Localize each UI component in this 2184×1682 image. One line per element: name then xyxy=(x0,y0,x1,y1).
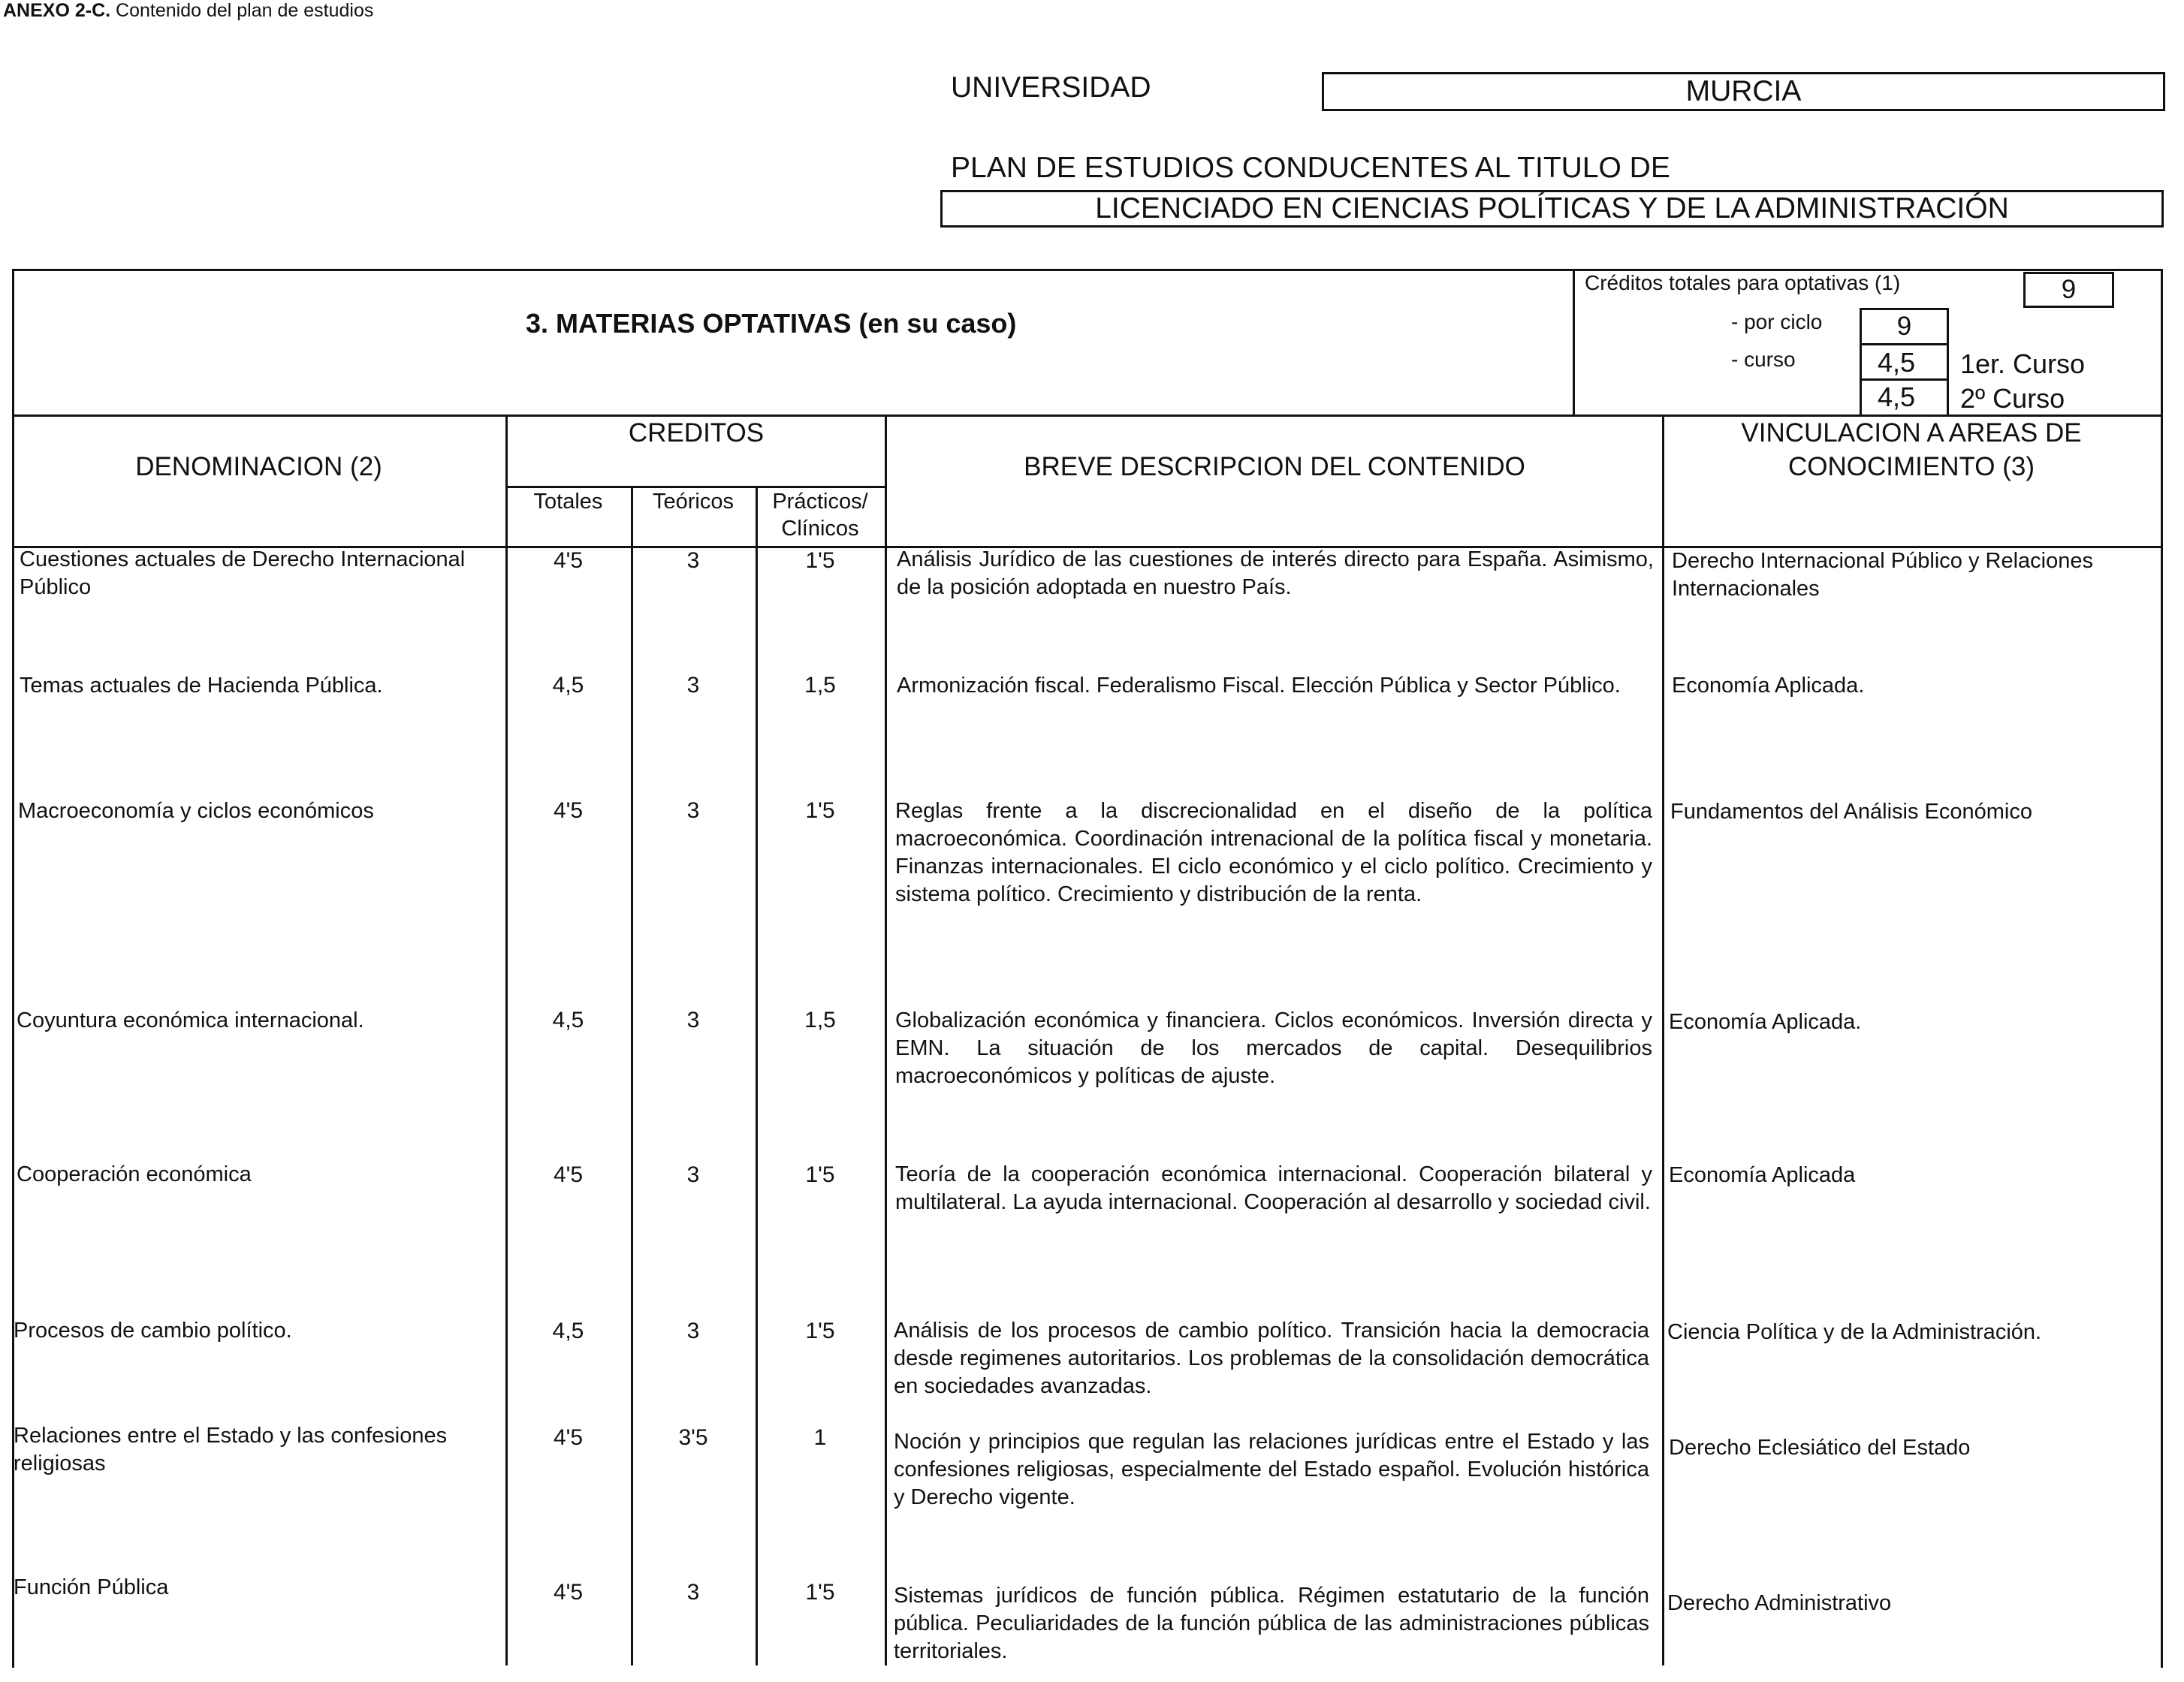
description: Análisis de los procesos de cambio político. Transición hacia la democracia desde regimenes autoritarios. Los problemas de la consolidación democrática en sociedades avanzadas. xyxy=(894,1319,1649,1398)
description: Sistemas jurídicos de función pública. Régimen estatutario de la función pública. Peculiaridades de la función pública de las administraciones públicas territoriales. xyxy=(894,1584,1649,1663)
header-teoricos: Teóricos xyxy=(653,490,734,514)
credits-practicos: 1 xyxy=(813,1425,827,1450)
knowledge-area: Fundamentos del Análisis Económico xyxy=(1670,800,2032,824)
header-practicos-2: Clínicos xyxy=(781,517,859,541)
credits-teoricos: 3 xyxy=(686,1008,700,1032)
annex-prefix: ANEXO 2-C. xyxy=(3,0,111,21)
header-denominacion: DENOMINACION (2) xyxy=(135,452,382,481)
description: Teoría de la cooperación económica internacional. Cooperación bilateral y multilateral. La ayuda internacional. Cooperación al desarrollo y sociedad civil. xyxy=(895,1162,1652,1214)
credits-totales: 4,5 xyxy=(552,1008,584,1032)
subject-name: Relaciones entre el Estado y las confesiones religiosas xyxy=(14,1424,448,1476)
header-vinculacion-2: CONOCIMIENTO (3) xyxy=(1788,452,2035,481)
credits-teoricos: 3 xyxy=(686,548,700,573)
degree-title: LICENCIADO EN CIENCIAS POLÍTICAS Y DE LA ADMINISTRACIÓN xyxy=(940,190,2164,228)
header-totales: Totales xyxy=(533,490,603,514)
credits-practicos: 1,5 xyxy=(804,673,836,698)
credits-totales: 4,5 xyxy=(552,1319,584,1343)
annex-heading xyxy=(3,0,373,22)
credits-total-value: 9 xyxy=(2023,272,2114,308)
subject-name: Coyuntura económica internacional. xyxy=(17,1008,364,1032)
subject-name: Cuestiones actuales de Derecho Internacional Público xyxy=(20,547,466,599)
credits-total-label: Créditos totales para optativas (1) xyxy=(1585,271,1901,294)
course-1-label: 1er. Curso xyxy=(1960,348,2086,379)
course-1-value: 4,5 xyxy=(1878,347,1916,378)
course-2-value: 4,5 xyxy=(1878,381,1916,412)
header-practicos-1: Prácticos/ xyxy=(772,490,868,514)
credits-totales: 4,5 xyxy=(552,673,584,698)
description: Reglas frente a la discrecionalidad en el diseño de la política macroeconómica. Coordinación intrenacional de la política fiscal y monetaria. Finanzas internacionales. El ciclo económico y el ciclo político. Crecimiento y sistema político. Crecimiento y distribución de la renta. xyxy=(895,799,1652,906)
col-divider-totales xyxy=(631,486,633,1665)
university-label: UNIVERSIDAD xyxy=(951,71,1151,104)
knowledge-area: Economía Aplicada. xyxy=(1669,1010,1862,1034)
credits-teoricos: 3 xyxy=(686,673,700,698)
col-divider-teoricos xyxy=(756,486,758,1665)
subject-name: Función Pública xyxy=(14,1575,169,1599)
credits-teoricos: 3'5 xyxy=(678,1425,708,1450)
credits-teoricos: 3 xyxy=(686,1319,700,1343)
per-cycle-label: - por ciclo xyxy=(1731,310,1823,333)
credits-practicos: 1,5 xyxy=(804,1008,836,1032)
subject-name: Macroeconomía y ciclos económicos xyxy=(18,799,374,823)
credits-teoricos: 3 xyxy=(686,1162,700,1187)
description: Armonización fiscal. Federalismo Fiscal. Elección Pública y Sector Público. xyxy=(897,674,1621,698)
credits-totales: 4'5 xyxy=(553,1425,584,1450)
description: Análisis Jurídico de las cuestiones de interés directo para España. Asimismo, de la posición adoptada en nuestro País. xyxy=(897,547,1654,599)
section-divider xyxy=(12,414,2161,417)
description: Noción y principios que regulan las relaciones jurídicas entre el Estado y las confesiones religiosas, especialmente del Estado español. Evolución histórica y Derecho vigente. xyxy=(894,1430,1649,1509)
credits-practicos: 1'5 xyxy=(805,548,835,573)
course-label: - curso xyxy=(1731,348,1796,371)
knowledge-area: Ciencia Política y de la Administración. xyxy=(1667,1320,2042,1344)
section-title: 3. MATERIAS OPTATIVAS (en su caso) xyxy=(526,308,1017,339)
knowledge-area: Derecho Administrativo xyxy=(1667,1591,1892,1615)
annex-text: Contenido del plan de estudios xyxy=(116,0,374,21)
header-descripcion: BREVE DESCRIPCION DEL CONTENIDO xyxy=(1024,452,1525,481)
course-2-label: 2º Curso xyxy=(1960,383,2065,414)
credits-practicos: 1'5 xyxy=(805,1162,835,1187)
credits-totales: 4'5 xyxy=(553,1162,584,1187)
col-divider-description xyxy=(1662,414,1664,1665)
subject-name: Cooperación económica xyxy=(17,1162,252,1186)
credits-practicos: 1'5 xyxy=(805,1319,835,1343)
knowledge-area: Derecho Internacional Público y Relaciones Internacionales xyxy=(1672,549,2093,601)
credits-practicos: 1'5 xyxy=(805,1580,835,1605)
col-divider-name xyxy=(505,414,508,1665)
per-cycle-value: 9 xyxy=(1860,308,1949,345)
credits-subheader-divider xyxy=(505,486,887,488)
credits-totales: 4'5 xyxy=(553,1580,584,1605)
subject-name: Temas actuales de Hacienda Pública. xyxy=(20,674,383,698)
credits-teoricos: 3 xyxy=(686,1580,700,1605)
col-divider-practicos xyxy=(885,414,887,1665)
university-value: MURCIA xyxy=(1322,72,2165,111)
knowledge-area: Derecho Eclesiático del Estado xyxy=(1669,1436,1971,1460)
subject-name: Procesos de cambio político. xyxy=(14,1319,292,1343)
knowledge-area: Economía Aplicada xyxy=(1669,1163,1856,1187)
header-creditos: CREDITOS xyxy=(628,418,765,448)
knowledge-area: Economía Aplicada. xyxy=(1672,674,1865,698)
section-credits-divider xyxy=(1573,269,1575,414)
course-values-divider xyxy=(1860,378,1949,381)
credits-totales: 4'5 xyxy=(553,548,584,573)
credits-teoricos: 3 xyxy=(686,798,700,823)
header-vinculacion-1: VINCULACION A AREAS DE xyxy=(1741,418,2082,448)
plan-label: PLAN DE ESTUDIOS CONDUCENTES AL TITULO DE xyxy=(951,152,1670,184)
description: Globalización económica y financiera. Ciclos económicos. Inversión directa y EMN. La situación de los mercados de capital. Desequilibrios macroeconómicos y políticas de ajuste. xyxy=(895,1008,1652,1088)
credits-practicos: 1'5 xyxy=(805,798,835,823)
credits-totales: 4'5 xyxy=(553,798,584,823)
